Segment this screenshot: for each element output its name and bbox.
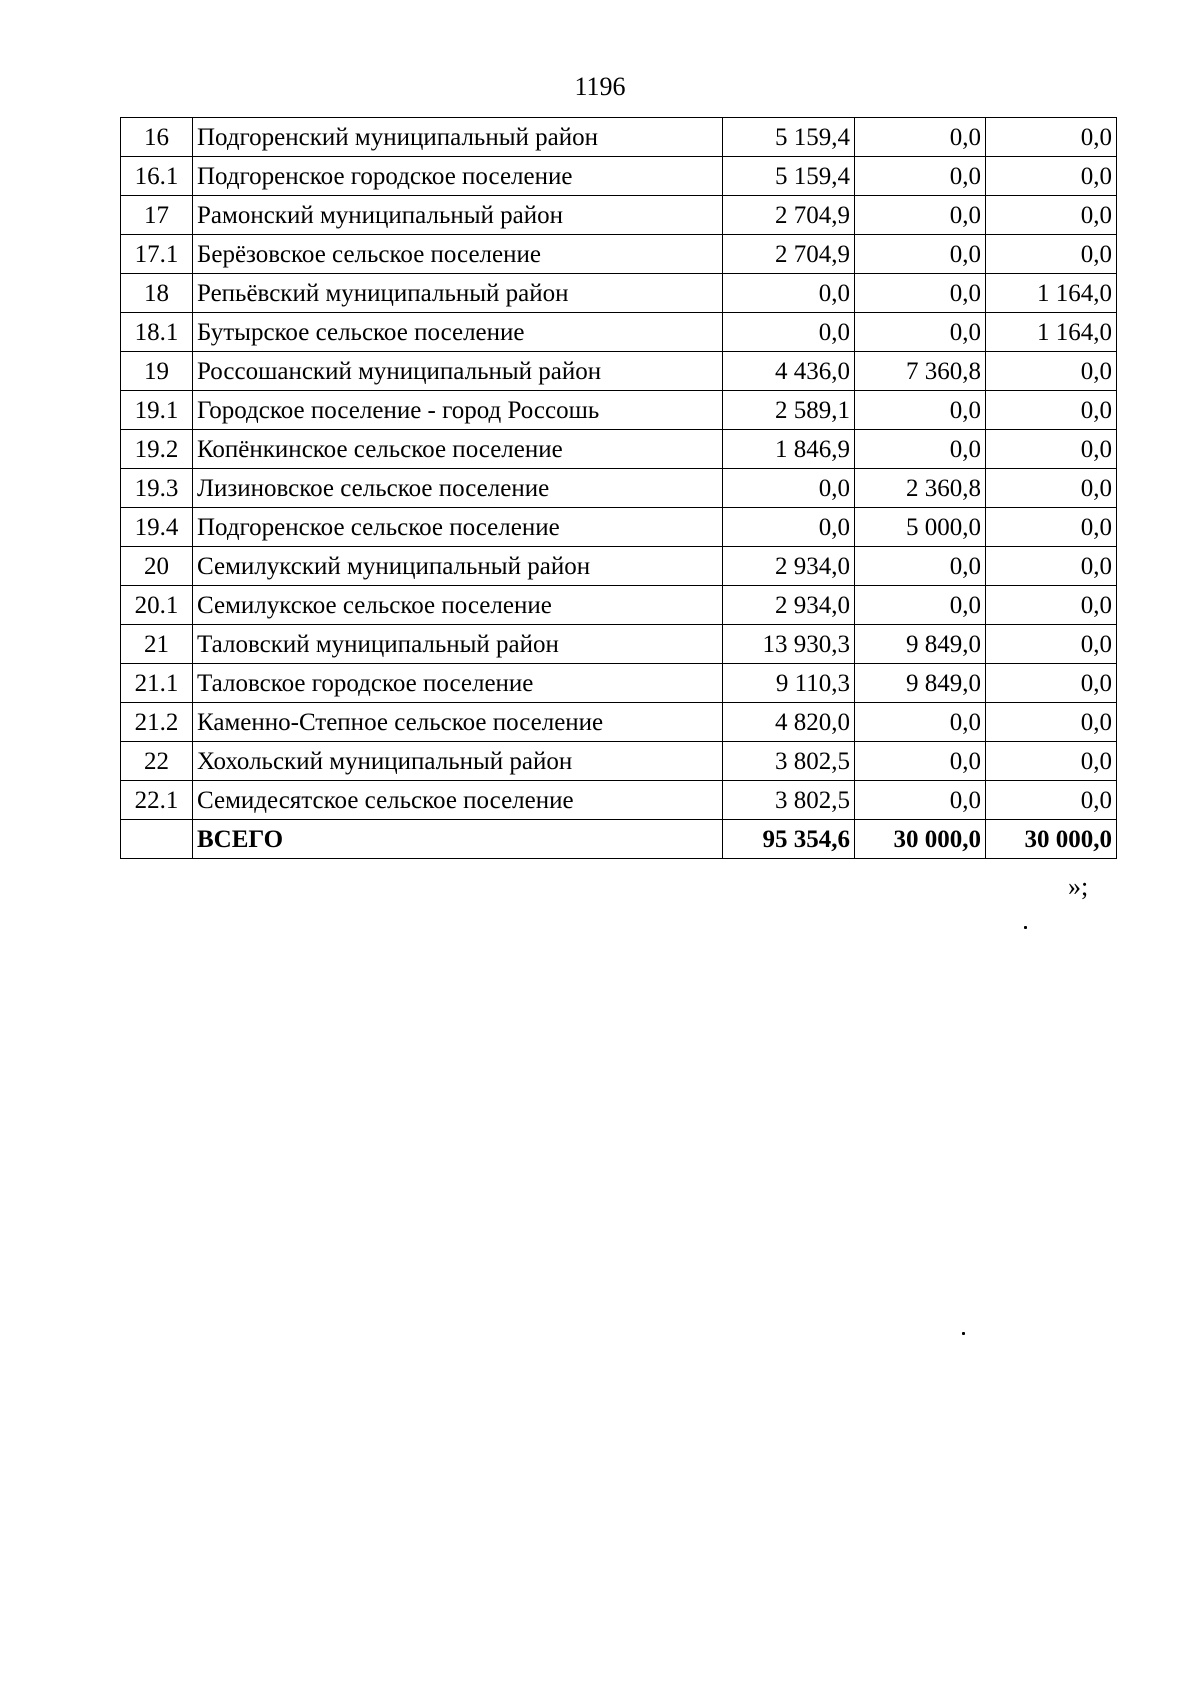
amount-col-3-cell: 0,0 (986, 157, 1117, 196)
amount-col-1-cell: 2 704,9 (723, 196, 855, 235)
amount-col-1-cell: 9 110,3 (723, 664, 855, 703)
municipality-name-cell: Лизиновское сельское поселение (193, 469, 723, 508)
amount-col-3-cell: 0,0 (986, 430, 1117, 469)
table-row (121, 625, 1117, 664)
amount-col-3-cell: 0,0 (986, 703, 1117, 742)
amount-col-3-cell: 0,0 (986, 196, 1117, 235)
row-number-cell: 21.1 (121, 664, 193, 703)
row-number-cell: 16 (121, 118, 193, 157)
table-row (121, 196, 1117, 235)
row-number-cell: 21.2 (121, 703, 193, 742)
row-number-cell: 19 (121, 352, 193, 391)
table-row (121, 430, 1117, 469)
municipality-name-cell: Берёзовское сельское поселение (193, 235, 723, 274)
amount-col-3-cell: 0,0 (986, 781, 1117, 820)
municipality-name-cell: Семидесятское сельское поселение (193, 781, 723, 820)
budget-table (120, 117, 1117, 859)
municipality-name-cell: Каменно-Степное сельское поселение (193, 703, 723, 742)
amount-col-1-cell: 0,0 (723, 313, 855, 352)
table-row (121, 274, 1117, 313)
amount-col-3-cell: 0,0 (986, 352, 1117, 391)
municipality-name-cell: Таловское городское поселение (193, 664, 723, 703)
municipality-name-cell: Подгоренский муниципальный район (193, 118, 723, 157)
scan-speck (1024, 926, 1027, 929)
amount-col-3-cell: 0,0 (986, 235, 1117, 274)
page-number: 1196 (574, 72, 626, 101)
municipality-name-cell: Репьёвский муниципальный район (193, 274, 723, 313)
amount-col-1-cell: 3 802,5 (723, 742, 855, 781)
row-number-cell: 21 (121, 625, 193, 664)
amount-col-2-cell: 0,0 (855, 742, 986, 781)
amount-col-2-cell: 0,0 (855, 547, 986, 586)
row-number-cell: 19.3 (121, 469, 193, 508)
amount-col-1-cell: 2 589,1 (723, 391, 855, 430)
amount-col-2-cell: 0,0 (855, 391, 986, 430)
table-row (121, 469, 1117, 508)
closing-quote-mark: »; (1068, 872, 1089, 901)
row-number-cell: 19.1 (121, 391, 193, 430)
amount-col-1-cell: 2 934,0 (723, 586, 855, 625)
amount-col-3-cell: 0,0 (986, 118, 1117, 157)
amount-col-2-cell: 0,0 (855, 118, 986, 157)
amount-col-2-cell: 0,0 (855, 703, 986, 742)
table-row (121, 664, 1117, 703)
municipality-name-cell: Семилукский муниципальный район (193, 547, 723, 586)
municipality-name-cell: Рамонский муниципальный район (193, 196, 723, 235)
amount-col-2-cell: 2 360,8 (855, 469, 986, 508)
amount-col-2-cell: 0,0 (855, 586, 986, 625)
amount-col-2-cell: 9 849,0 (855, 625, 986, 664)
municipality-name-cell: Подгоренское сельское поселение (193, 508, 723, 547)
amount-col-3-cell: 1 164,0 (986, 313, 1117, 352)
table-row (121, 547, 1117, 586)
table-row (121, 352, 1117, 391)
amount-col-3-cell: 0,0 (986, 508, 1117, 547)
amount-col-1-cell: 4 436,0 (723, 352, 855, 391)
amount-col-1-cell: 1 846,9 (723, 430, 855, 469)
amount-col-2-cell: 0,0 (855, 274, 986, 313)
amount-col-3-cell: 0,0 (986, 469, 1117, 508)
municipality-name-cell: Россошанский муниципальный район (193, 352, 723, 391)
amount-col-1-cell: 4 820,0 (723, 703, 855, 742)
amount-col-3-cell: 1 164,0 (986, 274, 1117, 313)
row-number-cell: 16.1 (121, 157, 193, 196)
amount-col-3-cell: 0,0 (986, 625, 1117, 664)
amount-col-2-cell: 9 849,0 (855, 664, 986, 703)
amount-col-2-cell: 0,0 (855, 196, 986, 235)
amount-col-3-cell: 0,0 (986, 664, 1117, 703)
table-row (121, 508, 1117, 547)
amount-col-3-cell: 0,0 (986, 586, 1117, 625)
table-row (121, 391, 1117, 430)
amount-col-2-cell: 5 000,0 (855, 508, 986, 547)
row-number-cell: 20.1 (121, 586, 193, 625)
amount-col-2-cell: 0,0 (855, 313, 986, 352)
table-row (121, 235, 1117, 274)
total-amount-col-1-cell: 95 354,6 (723, 820, 855, 859)
amount-col-1-cell: 5 159,4 (723, 157, 855, 196)
row-number-cell: 19.2 (121, 430, 193, 469)
table-row (121, 781, 1117, 820)
total-municipality-name-cell: ВСЕГО (193, 820, 723, 859)
row-number-cell: 17 (121, 196, 193, 235)
municipality-name-cell: Городское поселение - город Россошь (193, 391, 723, 430)
amount-col-3-cell: 0,0 (986, 547, 1117, 586)
row-number-cell: 18.1 (121, 313, 193, 352)
table-row (121, 742, 1117, 781)
municipality-name-cell: Копёнкинское сельское поселение (193, 430, 723, 469)
scan-speck (962, 1332, 965, 1335)
amount-col-2-cell: 0,0 (855, 157, 986, 196)
amount-col-1-cell: 13 930,3 (723, 625, 855, 664)
row-number-cell: 22 (121, 742, 193, 781)
table-row (121, 313, 1117, 352)
row-number-cell: 17.1 (121, 235, 193, 274)
amount-col-1-cell: 2 934,0 (723, 547, 855, 586)
amount-col-2-cell: 0,0 (855, 430, 986, 469)
municipality-name-cell: Семилукское сельское поселение (193, 586, 723, 625)
total-row (121, 820, 1117, 859)
table-body (121, 118, 1117, 859)
total-amount-col-2-cell: 30 000,0 (855, 820, 986, 859)
table-row (121, 586, 1117, 625)
table-row (121, 703, 1117, 742)
amount-col-1-cell: 2 704,9 (723, 235, 855, 274)
row-number-cell: 22.1 (121, 781, 193, 820)
amount-col-1-cell: 0,0 (723, 508, 855, 547)
row-number-cell: 18 (121, 274, 193, 313)
amount-col-1-cell: 0,0 (723, 469, 855, 508)
amount-col-2-cell: 0,0 (855, 235, 986, 274)
municipality-name-cell: Таловский муниципальный район (193, 625, 723, 664)
amount-col-1-cell: 5 159,4 (723, 118, 855, 157)
amount-col-2-cell: 0,0 (855, 781, 986, 820)
total-row-number-cell (121, 820, 193, 859)
municipality-name-cell: Подгоренское городское поселение (193, 157, 723, 196)
row-number-cell: 19.4 (121, 508, 193, 547)
amount-col-1-cell: 0,0 (723, 274, 855, 313)
amount-col-3-cell: 0,0 (986, 742, 1117, 781)
amount-col-3-cell: 0,0 (986, 391, 1117, 430)
table-row (121, 157, 1117, 196)
row-number-cell: 20 (121, 547, 193, 586)
municipality-name-cell: Бутырское сельское поселение (193, 313, 723, 352)
total-amount-col-3-cell: 30 000,0 (986, 820, 1117, 859)
amount-col-2-cell: 7 360,8 (855, 352, 986, 391)
amount-col-1-cell: 3 802,5 (723, 781, 855, 820)
municipality-name-cell: Хохольский муниципальный район (193, 742, 723, 781)
table-row (121, 118, 1117, 157)
